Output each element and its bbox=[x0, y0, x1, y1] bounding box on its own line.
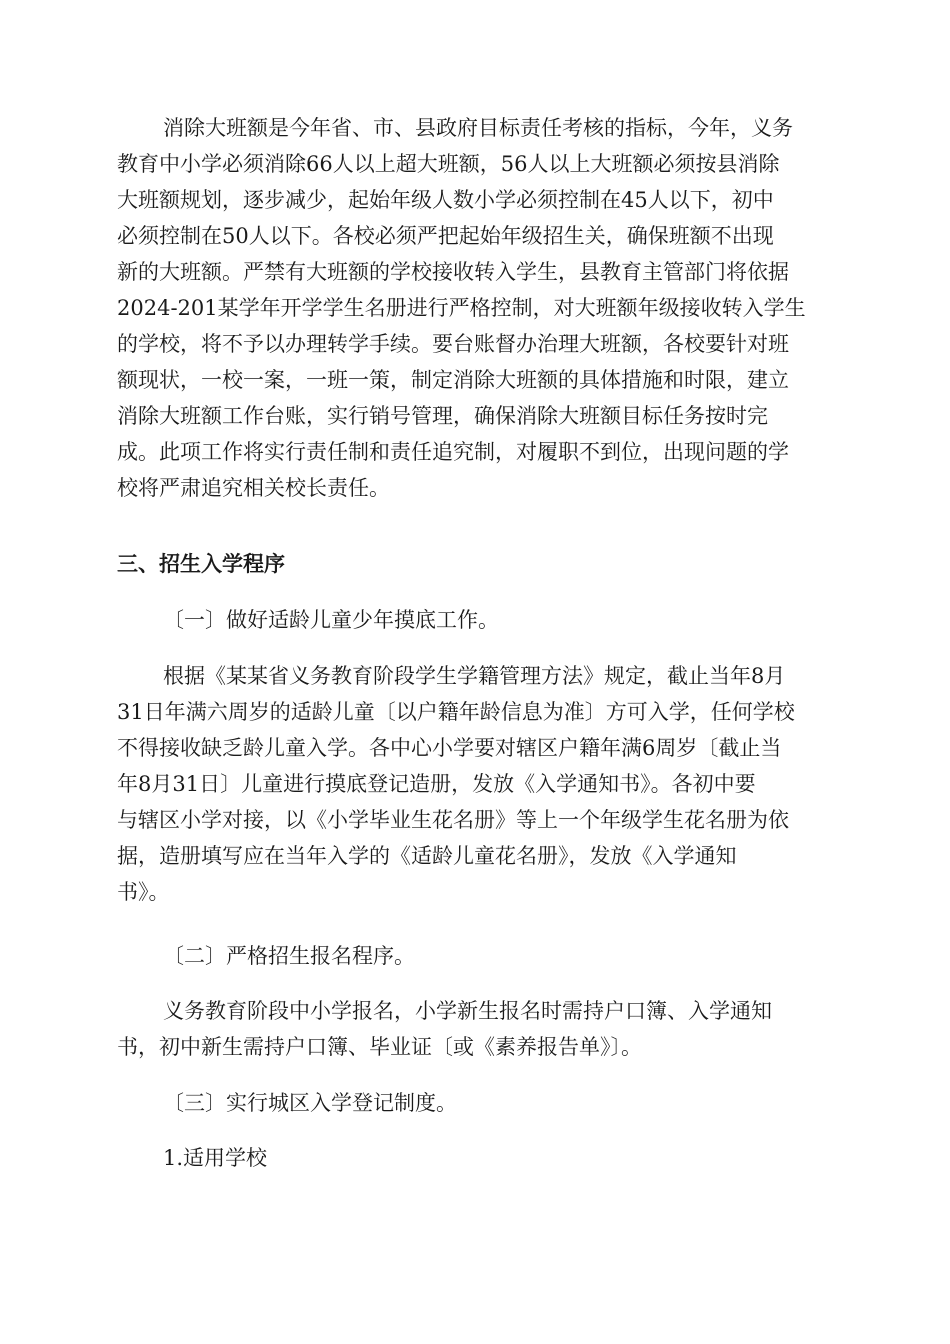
text-line: 新的大班额。严禁有大班额的学校接收转入学生，县教育主管部门将依据 bbox=[117, 260, 789, 284]
text-line: 书，初中新生需持户口簿、毕业证〔或《素养报告单》〕。 bbox=[117, 1035, 642, 1059]
text-line: 2024-201某学年开学学生名册进行严格控制，对大班额年级接收转入学生 bbox=[117, 296, 806, 320]
text-line: 教育中小学必须消除66人以上超大班额，56人以上大班额必须按县消除 bbox=[117, 152, 780, 176]
subsection-title-3 bbox=[117, 1085, 837, 1121]
subsection-title-text: 〔二〕严格招生报名程序。 bbox=[163, 944, 415, 968]
text-line: 不得接收缺乏龄儿童入学。各中心小学要对辖区户籍年满6周岁〔截止当 bbox=[117, 736, 782, 760]
text-line: 大班额规划，逐步减少，起始年级人数小学必须控制在45人以下，初中 bbox=[117, 188, 774, 212]
text-line: 根据《某某省义务教育阶段学生学籍管理方法》规定，截止当年8月 bbox=[163, 664, 786, 688]
list-item-applicable-schools bbox=[117, 1140, 837, 1176]
subsection-title-2 bbox=[117, 938, 837, 974]
paragraph-registration bbox=[117, 993, 837, 1065]
list-item-text: 1.适用学校 bbox=[163, 1146, 268, 1170]
text-line: 义务教育阶段中小学报名，小学新生报名时需持户口簿、入学通知 bbox=[163, 999, 772, 1023]
text-line: 消除大班额是今年省、市、县政府目标责任考核的指标，今年，义务 bbox=[163, 116, 793, 140]
subsection-title-text: 〔三〕实行城区入学登记制度。 bbox=[163, 1091, 457, 1115]
text-line: 消除大班额工作台账，实行销号管理，确保消除大班额目标任务按时完 bbox=[117, 404, 768, 428]
text-line: 的学校，将不予以办理转学手续。要台账督办治理大班额，各校要针对班 bbox=[117, 332, 789, 356]
text-line: 额现状，一校一案，一班一策，制定消除大班额的具体措施和时限，建立 bbox=[117, 368, 789, 392]
paragraph-enrollment-survey bbox=[117, 658, 837, 910]
text-line: 31日年满六周岁的适龄儿童〔以户籍年龄信息为准〕方可入学，任何学校 bbox=[117, 700, 795, 724]
section-heading bbox=[117, 546, 837, 582]
text-line: 成。此项工作将实行责任制和责任追究制，对履职不到位，出现问题的学 bbox=[117, 440, 789, 464]
text-line: 与辖区小学对接，以《小学毕业生花名册》等上一个年级学生花名册为依 bbox=[117, 808, 789, 832]
text-line: 据，造册填写应在当年入学的《适龄儿童花名册》，发放《入学通知 bbox=[117, 844, 737, 868]
subsection-title-1 bbox=[117, 602, 837, 638]
subsection-title-text: 〔一〕做好适龄儿童少年摸底工作。 bbox=[163, 608, 499, 632]
section-heading-text: 三、招生入学程序 bbox=[117, 552, 285, 576]
paragraph-large-class-elimination bbox=[117, 110, 837, 506]
text-line: 书》。 bbox=[117, 880, 170, 904]
text-line: 年8月31日〕儿童进行摸底登记造册，发放《入学通知书》。各初中要 bbox=[117, 772, 756, 796]
text-line: 必须控制在50人以下。各校必须严把起始年级招生关，确保班额不出现 bbox=[117, 224, 774, 248]
text-line: 校将严肃追究相关校长责任。 bbox=[117, 476, 390, 500]
